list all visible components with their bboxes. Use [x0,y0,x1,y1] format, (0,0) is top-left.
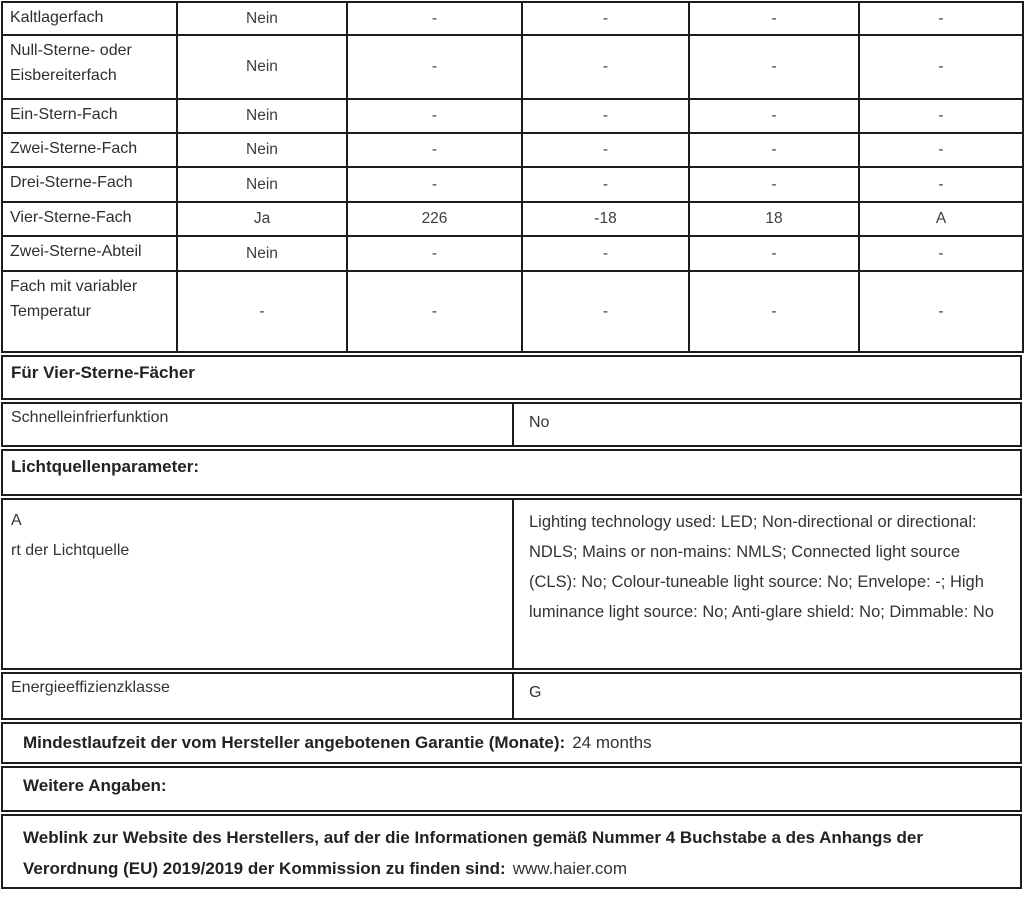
light-source-label [3,500,514,668]
table-row-zwei-sterne [2,133,1023,167]
cell-value: - [859,271,1023,352]
cell-value: - [859,167,1023,202]
row-label: Fach mit variabler Temperatur [2,271,177,352]
cell-value: - [522,236,689,271]
row-label: Drei-Sterne-Fach [2,167,177,202]
cell-value: - [347,236,522,271]
warranty-label: Mindestlaufzeit der vom Hersteller angebotenen Garantie (Monate): [23,733,566,752]
row-label: Ein-Stern-Fach [2,99,177,133]
cell-value: - [689,2,859,35]
section-header-four-star: Für Vier-Sterne-Fächer [1,355,1022,400]
table-row-kaltlagerfach [2,2,1023,35]
cell-value: - [347,167,522,202]
cell-value: - [347,99,522,133]
fast-freeze-value: No [529,414,550,431]
row-fast-freeze [1,402,1022,447]
cell-value: - [689,167,859,202]
cell-value: 18 [689,202,859,236]
cell-value: - [177,271,347,352]
cell-value: - [689,271,859,352]
weblink-label: Weblink zur Website des Herstellers, auf der die Informationen gemäß Nummer 4 Buchstabe a des Anhangs der Verordnung (EU) 2019/2019 der Kommission zu finden sind: [23,828,923,878]
cell-value: - [522,2,689,35]
cell-value: -18 [522,202,689,236]
cell-value: - [689,99,859,133]
warranty-value: 24 months [572,733,652,752]
energy-class-label: Energieeffizienzklasse [3,674,514,718]
cell-value: - [689,133,859,167]
cell-value: - [859,99,1023,133]
row-energy-class [1,672,1022,720]
light-source-value: Lighting technology used: LED; Non-directional or directional: NDLS; Mains or non-mains: NMLS; Connected light source (CLS): No; Colour-tuneable light source: No; Envelope: -; High luminance light source: No; Anti-glare shield: No; Dimmable: No [529,513,994,621]
section-header-light-params: Lichtquellenparameter: [1,449,1022,496]
cell-value: 226 [347,202,522,236]
cell-value: - [347,2,522,35]
row-label: Zwei-Sterne-Fach [2,133,177,167]
row-weblink [1,814,1022,889]
table-row-ein-stern [2,99,1023,133]
cell-value: - [859,2,1023,35]
cell-value: - [522,271,689,352]
cell-value: - [859,133,1023,167]
row-label: Null-Sterne- oder Eisbereiterfach [2,35,177,99]
cell-value: Ja [177,202,347,236]
cell-value: Nein [177,2,347,35]
manufacturer-weblink: www.haier.com [512,859,628,878]
cell-value: A [859,202,1023,236]
energy-class-value: G [529,684,542,701]
cell-value: Nein [177,35,347,99]
cell-value: - [347,271,522,352]
table-row-drei-sterne [2,167,1023,202]
table-row-null-sterne [2,35,1023,99]
cell-value: - [347,133,522,167]
cell-value: - [522,167,689,202]
cell-value: - [859,35,1023,99]
section-header-additional-info: Weitere Angaben: [1,766,1022,812]
cell-value: - [522,35,689,99]
cell-value: - [522,99,689,133]
cell-value: - [689,35,859,99]
cell-value: Nein [177,167,347,202]
row-warranty [1,722,1022,764]
table-row-zwei-sterne-abteil [2,236,1023,271]
light-source-label-line2: rt der Lichtquelle [11,542,130,559]
row-label: Kaltlagerfach [2,2,177,35]
table-row-variable-temperatur [2,271,1023,352]
cell-value: - [347,35,522,99]
row-label: Vier-Sterne-Fach [2,202,177,236]
cell-value: Nein [177,133,347,167]
cell-value: - [522,133,689,167]
cell-value: - [859,236,1023,271]
row-light-source [1,498,1022,670]
cell-value: Nein [177,99,347,133]
row-label: Zwei-Sterne-Abteil [2,236,177,271]
light-source-label-line1: A [11,512,22,529]
cell-value: - [689,236,859,271]
cell-value: Nein [177,236,347,271]
fast-freeze-label: Schnelleinfrierfunktion [3,404,514,445]
compartment-table [1,1,1024,353]
table-row-vier-sterne [2,202,1023,236]
